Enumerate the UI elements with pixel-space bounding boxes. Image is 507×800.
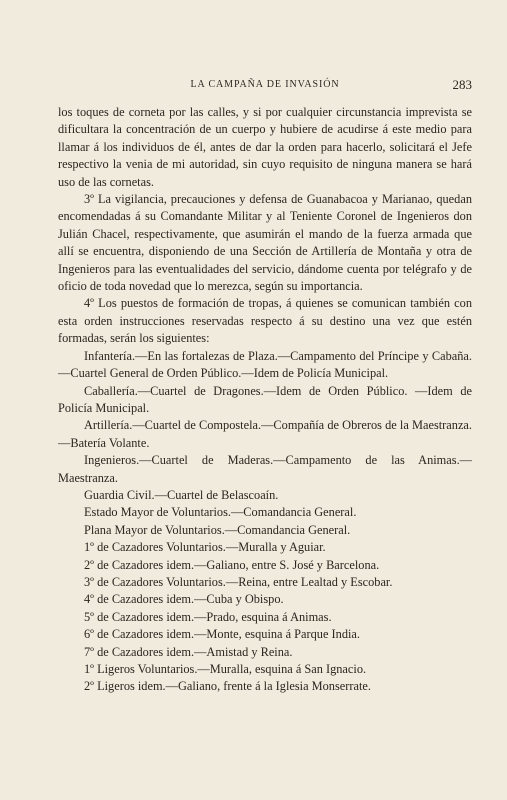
listing-cazadores-6: 6º de Cazadores idem.—Monte, esquina á Parque India. [84,627,360,642]
listing-estado-mayor: Estado Mayor de Voluntarios.—Comandancia General. [84,505,357,520]
listing-artilleria: Artillería.—Cuartel de Compostela.—Compañía de Obreros de la Maestranza.—Batería Volante. [58,418,472,450]
listing-ligeros-1: 1º Ligeros Voluntarios.—Muralla, esquina á San Ignacio. [84,662,367,676]
listing-cazadores-5: 5º de Cazadores idem.—Prado, esquina á Animas. [84,609,332,624]
listing-guardia-civil: Guardia Civil.—Cuartel de Belascoaín. [84,487,279,502]
listing-cazadores-1: 1º de Cazadores Voluntarios.—Muralla y Aguiar. [84,540,326,555]
running-head: LA CAMPAÑA DE INVASIÓN [190,79,340,90]
paragraph-4: 4º Los puestos de formación de tropas, á quienes se comunican también con esta orden instrucciones reservadas respecto á su destino una vez que estén formadas, serán los siguientes: [58,296,472,346]
paragraph-continuation: los toques de corneta por las calles, y si por cualquier circunstancia imprevista se dificultara la concentración de un cuerpo y hubiere de acudirse á este medio para llamar á los individuos de él, antes de dar la orden para hacerlo, solicitará el Jefe respectivo la venia de mi autoridad, sin cuyo requisito de ninguna manera se hará uso de las cornetas. [58,105,472,189]
listing-cazadores-7: 7º de Cazadores idem.—Amistad y Reina. [84,644,293,659]
page-number: 283 [452,77,472,92]
listing-caballeria: Caballería.—Cuartel de Dragones.—Idem de Orden Público. —Idem de Policía Municipal. [58,383,472,415]
body-text [58,104,472,696]
page-header [58,77,472,93]
paragraph-3: 3º La vigilancia, precauciones y defensa de Guanabacoa y Marianao, quedan encomendadas á su Comandante Militar y al Teniente Coronel de Ingenieros don Julián Chacel, respectivamente, que asumirán el mando de la fuerza armada que allí se encuentra, disponiendo de una Sección de Artillería de Montaña y otra de Ingenieros para las eventualidades del servicio, dándome cuenta por telégrafo y de oficio de toda novedad que lo merezca, según su importancia. [58,192,472,294]
listing-cazadores-3: 3º de Cazadores Voluntarios.—Reina, entre Lealtad y Escobar. [84,574,393,589]
listing-cazadores-2: 2º de Cazadores idem.—Galiano, entre S. José y Barcelona. [84,557,380,572]
listing-cazadores-4: 4º de Cazadores idem.—Cuba y Obispo. [84,592,284,607]
listing-plana-mayor: Plana Mayor de Voluntarios.—Comandancia General. [84,522,351,537]
listing-ligeros-2: 2º Ligeros idem.—Galiano, frente á la Iglesia Monserrate. [84,679,371,694]
listing-infanteria: Infantería.—En las fortalezas de Plaza.—Campamento del Príncipe y Cabaña.—Cuartel General de Orden Público.—Idem de Policía Municipal. [58,348,472,381]
listing-ingenieros: Ingenieros.—Cuartel de Maderas.—Campamento de las Animas.—Maestranza. [58,453,472,485]
